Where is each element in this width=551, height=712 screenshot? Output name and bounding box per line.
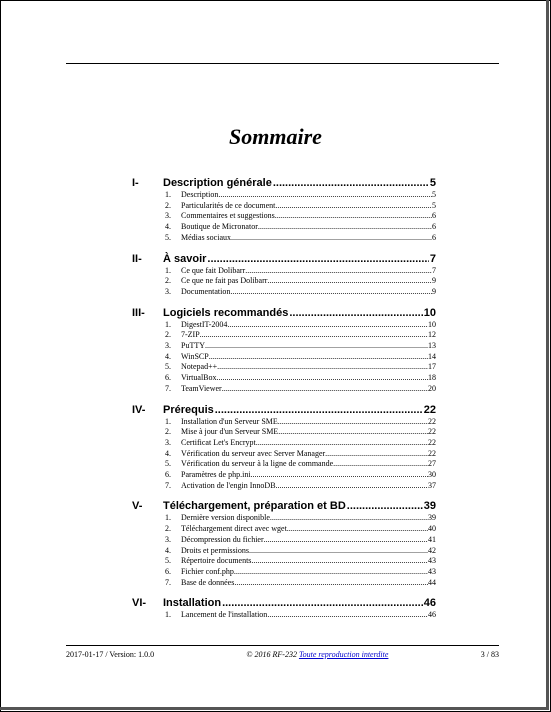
- toc-leader: [347, 499, 423, 513]
- toc-entry-page: 7: [432, 265, 436, 275]
- toc-entry-number: 7.: [165, 383, 171, 393]
- toc-entry-title: Décompression du fichier: [181, 534, 264, 544]
- toc-entry[interactable]: [132, 320, 436, 331]
- toc-entry[interactable]: [132, 287, 436, 298]
- toc-leader: [273, 176, 429, 190]
- toc-leader: [205, 341, 428, 352]
- toc-section-title: Description générale: [163, 177, 272, 189]
- toc-entry-number: 1.: [165, 190, 171, 199]
- toc-entry-number: 3.: [165, 211, 171, 221]
- toc-entry[interactable]: [132, 341, 436, 352]
- toc-section-page: 39: [423, 500, 436, 513]
- toc-entry-title: Ce que ne fait pas Dolibarr: [181, 276, 268, 286]
- toc-entry-page: 12: [428, 330, 436, 340]
- page-footer: [66, 650, 499, 659]
- toc-leader: [287, 524, 428, 535]
- toc-entry-page: 22: [428, 427, 436, 437]
- toc-entry[interactable]: [132, 276, 436, 287]
- toc-entry-page: 46: [428, 610, 436, 620]
- toc-entry[interactable]: [132, 459, 436, 470]
- toc-leader: [231, 233, 432, 244]
- toc-entry-page: 18: [428, 373, 436, 383]
- toc-entry-page: 22: [428, 437, 436, 447]
- toc-entry-title: Description: [181, 190, 219, 199]
- toc-entry[interactable]: [132, 384, 436, 395]
- toc-section-heading[interactable]: [132, 306, 436, 320]
- toc-entry-page: 43: [428, 556, 436, 566]
- footer-date-version: 2017-01-17 / Version: 1.0.0: [66, 650, 155, 659]
- toc-entry-title: Base de données: [181, 577, 235, 587]
- toc-entry-number: 2.: [165, 276, 171, 286]
- toc-section-title: Téléchargement, préparation et BD: [163, 500, 346, 513]
- toc-entry-page: 41: [428, 534, 436, 544]
- toc-leader: [325, 449, 428, 460]
- toc-section-title: À savoir: [163, 252, 207, 265]
- toc-entry-number: 7.: [165, 480, 171, 490]
- toc-entry[interactable]: [132, 438, 436, 449]
- toc-section: [132, 306, 436, 395]
- toc-entry-number: 3.: [165, 341, 171, 351]
- toc-entry-number: 2.: [165, 330, 171, 340]
- toc-entry-number: 5.: [165, 232, 171, 242]
- toc-entry-title: WinSCP: [181, 351, 209, 361]
- toc-leader: [270, 513, 428, 524]
- toc-section-page: 10: [423, 306, 436, 319]
- toc-entry-title: Fichier conf.php: [181, 566, 234, 576]
- toc-entry-title: Boutique de Micronator: [181, 222, 258, 232]
- header-rule: [66, 63, 499, 64]
- toc-entry[interactable]: [132, 524, 436, 535]
- toc-section-heading[interactable]: [132, 252, 436, 266]
- toc-section: [132, 176, 436, 244]
- toc-section-heading[interactable]: [132, 596, 436, 610]
- toc-entry-page: 22: [428, 448, 436, 458]
- toc-leader: [251, 556, 428, 567]
- toc-entry[interactable]: [132, 481, 436, 492]
- toc-leader: [276, 481, 428, 492]
- toc-entry[interactable]: [132, 222, 436, 233]
- toc-entry-number: 1.: [165, 319, 171, 329]
- toc-entry[interactable]: [132, 266, 436, 277]
- toc-entry[interactable]: [132, 190, 436, 201]
- toc-entry-title: Dernière version disponible: [181, 513, 270, 523]
- toc-entry-title: Téléchargement direct avec wget: [181, 524, 287, 534]
- toc-leader: [234, 567, 428, 578]
- toc-entry-title: DigestIT-2004: [181, 319, 228, 329]
- toc-entry-number: 4.: [165, 351, 171, 361]
- toc-leader: [333, 459, 428, 470]
- toc-entry-page: 30: [428, 470, 436, 480]
- toc-entry-number: 5.: [165, 362, 171, 372]
- footer-rule: [66, 645, 499, 646]
- toc-entry-page: 27: [428, 459, 436, 469]
- toc-leader: [227, 320, 428, 331]
- toc-entry[interactable]: [132, 362, 436, 373]
- toc-section-number: IV-: [132, 403, 146, 416]
- toc-entry-page: 6: [432, 232, 436, 242]
- toc-entry-number: 6.: [165, 470, 171, 480]
- toc-entry-number: 7.: [165, 577, 171, 587]
- toc-entry-title: Médias sociaux: [181, 232, 231, 242]
- toc-entry-title: Certificat Let's Encrypt: [181, 437, 256, 447]
- toc-entry-number: 3.: [165, 534, 171, 544]
- toc-entry-title: Ce que fait Dolibarr: [181, 265, 246, 275]
- toc-section-page: 5: [429, 177, 436, 189]
- toc-entry[interactable]: [132, 578, 436, 589]
- toc-entry-title: Mise à jour d'un Serveur SME: [181, 427, 279, 437]
- toc-entry-page: 6: [432, 211, 436, 221]
- toc-entry-number: 6.: [165, 373, 171, 383]
- toc-section-number: I-: [132, 177, 139, 189]
- toc-entry[interactable]: [132, 470, 436, 481]
- toc-leader: [267, 610, 428, 621]
- toc-entry-title: 7-ZIP: [181, 330, 200, 340]
- toc-section-heading[interactable]: [132, 403, 436, 417]
- toc-entry-page: 17: [428, 362, 436, 372]
- toc-section: [132, 403, 436, 492]
- toc-entry-page: 9: [432, 276, 436, 286]
- toc-entry-title: Documentation: [181, 286, 231, 296]
- toc-entry-title: Vérification du serveur avec Server Manager: [181, 448, 326, 458]
- toc-entry-page: 5: [432, 190, 436, 199]
- toc-leader: [251, 470, 428, 481]
- toc-entry-number: 1.: [165, 416, 171, 426]
- toc-entry-title: Paramètres de php.ini: [181, 470, 251, 480]
- toc-leader: [249, 546, 428, 557]
- toc-leader: [267, 276, 432, 287]
- toc-entry-title: PuTTY: [181, 341, 205, 351]
- toc-entry[interactable]: [132, 449, 436, 460]
- toc-entry-number: 5.: [165, 556, 171, 566]
- toc-entry[interactable]: [132, 233, 436, 244]
- toc-entry-page: 14: [428, 351, 436, 361]
- toc-section-page: 7: [429, 252, 436, 265]
- toc-leader: [222, 596, 423, 610]
- toc-entry[interactable]: [132, 427, 436, 438]
- toc-entry-page: 22: [428, 416, 436, 426]
- toc-entry[interactable]: [132, 610, 436, 621]
- toc-leader: [264, 535, 428, 546]
- toc-section-heading[interactable]: [132, 499, 436, 513]
- toc-section: [132, 499, 436, 588]
- toc-section-number: VI-: [132, 597, 147, 610]
- toc-entry[interactable]: [132, 201, 436, 212]
- toc-entry[interactable]: [132, 352, 436, 363]
- toc-leader: [258, 222, 432, 233]
- footer-reproduction-link[interactable]: Toute reproduction interdite: [298, 650, 389, 659]
- toc-leader: [230, 287, 432, 298]
- toc-leader: [217, 362, 428, 373]
- toc-section-title: Logiciels recommandés: [163, 306, 289, 319]
- toc-section-number: II-: [132, 252, 142, 265]
- toc-entry-number: 1.: [165, 265, 171, 275]
- toc-leader: [200, 330, 428, 341]
- toc-leader: [275, 211, 432, 222]
- toc-entry-title: TeamViewer: [181, 383, 222, 393]
- toc-entry-page: 20: [428, 383, 436, 393]
- toc-entry-number: 6.: [165, 566, 171, 576]
- footer-copyright: © 2016 RF-232: [246, 650, 297, 659]
- toc-entry-number: 3.: [165, 437, 171, 447]
- toc-entry-number: 2.: [165, 524, 171, 534]
- toc-leader: [218, 190, 432, 201]
- toc-entry[interactable]: [132, 535, 436, 546]
- toc-entry-title: Vérification du serveur à la ligne de commande: [181, 459, 334, 469]
- toc-section-page: 22: [423, 403, 436, 416]
- toc-section-title: Prérequis: [163, 403, 214, 416]
- page-shadow-right: [546, 0, 549, 710]
- toc-entry-number: 1.: [165, 513, 171, 523]
- toc-entry-page: 13: [428, 341, 436, 351]
- toc-entry[interactable]: [132, 556, 436, 567]
- toc-entry-number: 1.: [165, 610, 171, 620]
- toc-entry-page: 42: [428, 545, 436, 555]
- toc-section: [132, 596, 436, 621]
- toc-entry-page: 9: [432, 286, 436, 296]
- toc-entry-page: 40: [428, 524, 436, 534]
- toc-entry-page: 6: [432, 222, 436, 232]
- toc-entry-title: Activation de l'engin InnoDB: [181, 480, 276, 490]
- toc-entry-number: 4.: [165, 222, 171, 232]
- toc-entry-title: Notepad++: [181, 362, 218, 372]
- toc-entry[interactable]: [132, 330, 436, 341]
- toc-leader: [256, 438, 428, 449]
- toc-entry-number: 4.: [165, 545, 171, 555]
- toc-section-title: Installation: [163, 597, 222, 610]
- toc-entry[interactable]: [132, 211, 436, 222]
- footer-page-number: 3 / 83: [480, 650, 499, 659]
- toc-entry-number: 5.: [165, 459, 171, 469]
- toc-entry-title: VirtualBox: [181, 373, 217, 383]
- page-shadow-bottom: [0, 707, 549, 710]
- toc-entry-page: 5: [432, 200, 436, 210]
- toc-section-number: III-: [132, 306, 145, 319]
- toc-leader: [215, 403, 423, 417]
- toc-leader: [289, 306, 422, 320]
- toc-entry-title: Droits et permissions: [181, 545, 249, 555]
- toc-entry-title: Répertoire documents: [181, 556, 252, 566]
- toc-entry-page: 10: [428, 319, 436, 329]
- toc-entry-title: Commentaires et suggestions: [181, 211, 275, 221]
- toc-entry-title: Particularités de ce document: [181, 200, 276, 210]
- footer-copyright-block: [246, 650, 388, 659]
- page-title: Sommaire: [229, 124, 322, 149]
- table-of-contents: [132, 176, 436, 629]
- toc-entry[interactable]: [132, 567, 436, 578]
- toc-leader: [245, 266, 432, 277]
- toc-section: [132, 252, 436, 298]
- toc-entry-page: 43: [428, 566, 436, 576]
- toc-leader: [278, 427, 428, 438]
- toc-entry-page: 39: [428, 513, 436, 523]
- toc-section-number: V-: [132, 500, 143, 513]
- toc-entry-number: 2.: [165, 427, 171, 437]
- toc-entry[interactable]: [132, 373, 436, 384]
- toc-entry-page: 44: [428, 577, 436, 587]
- toc-entry-title: Lancement de l'installation: [181, 610, 268, 620]
- toc-entry[interactable]: [132, 546, 436, 557]
- toc-entry-number: 4.: [165, 448, 171, 458]
- toc-section-heading[interactable]: [132, 176, 436, 190]
- toc-entry-page: 37: [428, 480, 436, 490]
- toc-leader: [275, 201, 432, 212]
- toc-leader: [234, 578, 428, 589]
- toc-leader: [222, 384, 428, 395]
- toc-leader: [207, 252, 428, 266]
- toc-entry-number: 2.: [165, 200, 171, 210]
- toc-entry-title: Installation d'un Serveur SME: [181, 416, 278, 426]
- toc-entry[interactable]: [132, 513, 436, 524]
- toc-leader: [278, 417, 428, 428]
- toc-entry[interactable]: [132, 417, 436, 428]
- toc-leader: [209, 352, 428, 363]
- toc-entry-number: 3.: [165, 286, 171, 296]
- toc-leader: [217, 373, 428, 384]
- toc-section-page: 46: [423, 597, 436, 610]
